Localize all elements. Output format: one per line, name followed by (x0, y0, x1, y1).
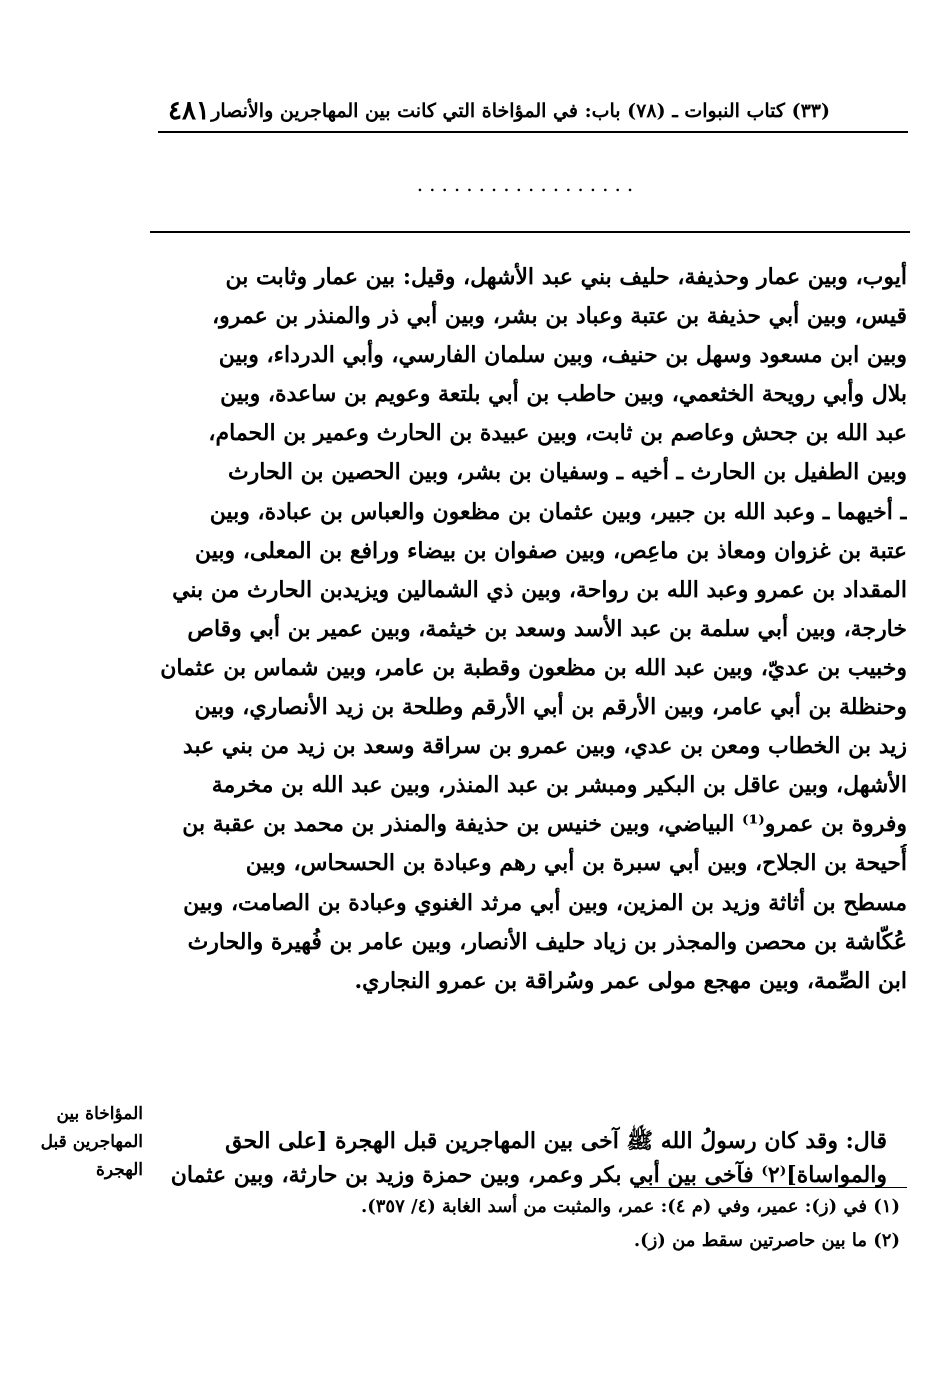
footnotes (250, 1190, 900, 1258)
section-divider (150, 231, 910, 233)
hadith-line: والمواساة]⁽٢⁾ فآخى بين أبي بكر وعمر، وبين حمزة وزيد بن حارثة، وبين عثمان (170, 1162, 887, 1188)
header-divider (158, 131, 908, 133)
hadith-line: قال: وقد كان رسولُ الله ﷺ آخى بين المهاجرين قبل الهجرة [على الحق (225, 1128, 887, 1154)
body-line: الأشهل، وبين عاقل بن البكير ومبشر بن عبد المنذر، وبين عبد الله بن مخرمة (211, 772, 907, 799)
body-line: ابن الصِّمة، وبين مهجع مولى عمر وسُراقة بن عمرو النجاري. (354, 967, 907, 994)
body-line: عتبة بن غزوان ومعاذ بن ماعِص، وبين صفوان بن بيضاء ورافع بن المعلى، وبين (194, 537, 907, 564)
body-line: وحنظلة بن أبي عامر، وبين الأرقم بن أبي الأرقم وطلحة بن زيد الأنصاري، وبين (194, 694, 907, 721)
margin-note-line: المؤاخاة بين (56, 1104, 143, 1124)
body-line: وفروة بن عمرو⁽¹⁾ البياضي، وبين خنيس بن حذيفة والمنذر بن محمد بن عقبة بن (182, 811, 907, 838)
body-line: أيوب، وبين عمار وحذيفة، حليف بني عبد الأشهل، وقيل: بين عمار وثابت بن (225, 264, 907, 290)
body-line: زيد بن الخطاب ومعن بن عدي، وبين عمرو بن سراقة وسعد بن زيد من بني عبد (182, 733, 907, 760)
body-line: ـ أخيهما ـ وعبد الله بن جبير، وبين عثمان بن مظعون والعباس بن عبادة، وبين (209, 498, 907, 525)
body-line: خارجة، وبين أبي سلمة بن عبد الأسد وسعد بن خيثمة، وبين عمير بن أبي وقاص (187, 615, 907, 642)
body-line: أُحيحة بن الجلاح، وبين أبي سبرة بن أبي رهم وعبادة بن الحسحاس، وبين (245, 850, 907, 877)
body-line: بلال وأبي رويحة الخثعمي، وبين حاطب بن أبي بلتعة وعويم بن ساعدة، وبين (220, 381, 907, 408)
footnote-divider (640, 1187, 907, 1188)
margin-note-line: المهاجرين قبل (40, 1132, 143, 1152)
footnote-item: (٢) ما بين حاصرتين سقط من (ز). (633, 1230, 900, 1251)
margin-note (18, 1100, 143, 1184)
body-line: المقداد بن عمرو وعبد الله بن رواحة، وبين ذي الشمالين ويزيدبن الحارث من بني (172, 576, 907, 603)
margin-note-line: الهجرة (96, 1160, 143, 1180)
hadith-paragraph (150, 1124, 887, 1192)
body-line: مسطح بن أثاثة وزيد بن المزين، وبين أبي مرثد الغنوي وعبادة بن الصامت، وبين (183, 889, 907, 916)
body-line: عُكّاشة بن محصن والمجذر بن زياد حليف الأنصار، وبين عامر بن فُهيرة والحارث (187, 928, 907, 955)
omission-ellipsis: .................. (416, 172, 640, 196)
running-header-title: (٣٣) كتاب النبوات ـ (٧٨) باب: في المؤاخاة التي كانت بين المهاجرين والأنصار (211, 100, 830, 122)
footnote-item: (١) في (ز): عمير، وفي (م ٤): عمر، والمثبت من أسد الغابة (٤/ ٣٥٧). (360, 1196, 900, 1217)
body-line: قيس، وبين أبي حذيفة بن عتبة وعباد بن بشر، وبين أبي ذر والمنذر بن عمرو، (212, 303, 907, 330)
body-line: وبين الطفيل بن الحارث ـ أخيه ـ وسفيان بن بشر، وبين الحصين بن الحارث (227, 459, 907, 486)
body-line: عبد الله بن جحش وعاصم بن ثابت، وبين عبيدة بن الحارث وعمير بن الحمام، (208, 420, 907, 447)
page-number: ٤٨١ (168, 96, 210, 126)
body-paragraph (150, 258, 907, 1001)
body-line: وخبيب بن عديّ، وبين عبد الله بن مظعون وقطبة بن عامر، وبين شماس بن عثمان (160, 654, 907, 681)
body-line: وبين ابن مسعود وسهل بن حنيف، وبين سلمان الفارسي، وأبي الدرداء، وبين (218, 342, 907, 369)
